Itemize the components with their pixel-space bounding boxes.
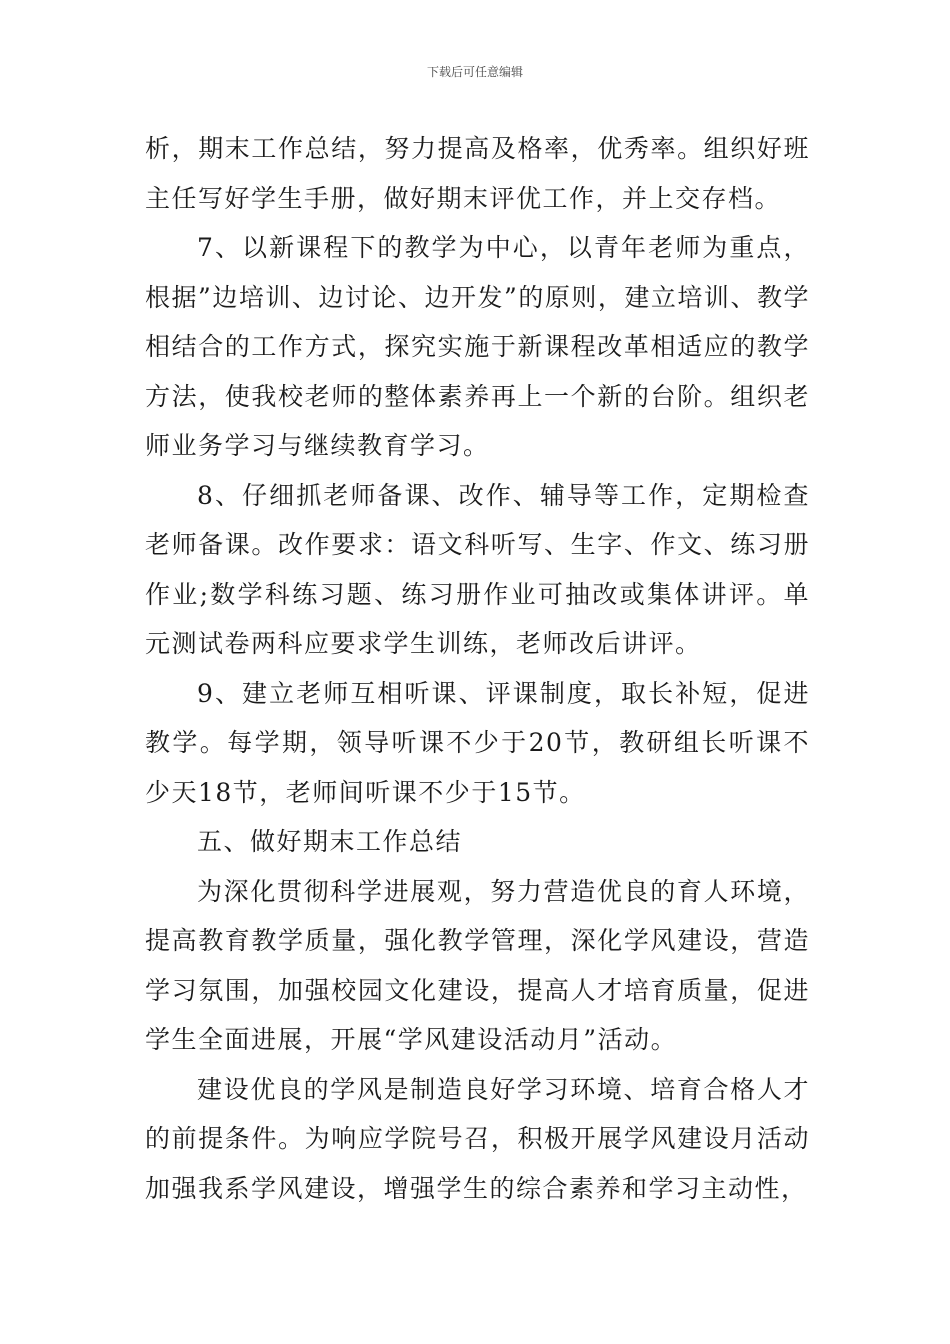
page-header: 下载后可任意编辑	[426, 65, 523, 79]
paragraph-study-style-detail: 建设优良的学风是制造良好学习环境、培育合格人才的前提条件。为响应学院号召，积极开展学风建设月活动加强我系学风建设，增强学生的综合素养和学习主动性，	[145, 1074, 810, 1203]
paragraph-continuation: 析，期末工作总结，努力提高及格率，优秀率。组织好班主任写好学生手册，做好期末评优工作，并上交存档。	[145, 134, 810, 213]
section-heading-5: 五、做好期末工作总结	[197, 827, 463, 856]
paragraph-item-9: 9、建立老师互相听课、评课制度，取长补短，促进教学。每学期，领导听课不少于20节，教研组长听课不少天18节，老师间听课不少于15节。	[145, 678, 810, 807]
paragraph-item-7: 7、以新课程下的教学为中心，以青年老师为重点，根据”边培训、边讨论、边开发”的原则，建立培训、教学相结合的工作方式，探究实施于新课程改革相适应的教学方法，使我校老师的整体素养再上一个新的台阶。组织老师业务学习与继续教育学习。	[145, 233, 810, 460]
paragraph-study-style-intro: 为深化贯彻科学进展观，努力营造优良的育人环境，提高教育教学质量，强化教学管理，深化学风建设，营造学习氛围，加强校园文化建设，提高人才培育质量，促进学生全面进展，开展“学风建设活动月”活动。	[145, 876, 810, 1054]
document-body	[145, 124, 810, 1213]
paragraph-item-8: 8、仔细抓老师备课、改作、辅导等工作，定期检查老师备课。改作要求：语文科听写、生字、作文、练习册作业;数学科练习题、练习册作业可抽改或集体讲评。单元测试卷两科应要求学生训练，老师改后讲评。	[145, 480, 810, 658]
